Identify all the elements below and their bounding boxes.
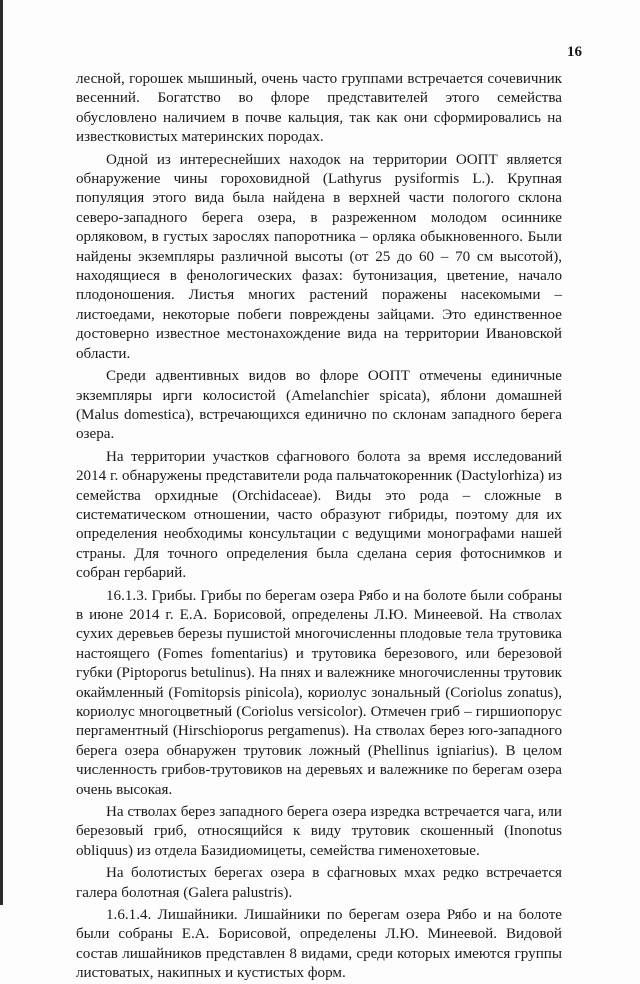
paragraph-lathyrus-find: Одной из интереснейших находок на территории ООПТ является обнаружение чины гороховидной (Lathyrus pysiformis L.). Крупная популяция этого вида была найдена в верхней части пологого склона северо-западного берега озера, в разреженном молодом осиннике орляковом, в густых зарослях папоротника – орляка обыкновенного. Были найдены экземпляры различной высоты (от 25 до 60 – 70 см высотой), находящиеся в фенологических фазах: бутонизация, цветение, начало плодоношения. Листья многих растений поражены насекомыми – листоедами, некоторые побеги повреждены зайцами. Это единственное достоверно известное местонахождение вида на территории Ивановской области. [76, 151, 562, 362]
paragraph-fungi: 16.1.3. Грибы. Грибы по берегам озера Рябо и на болоте были собраны в июне 2014 г. Е.А. Борисовой, определены Л.Ю. Минеевой. На стволах сухих деревьев березы пушистой многочисленны плодовые тела трутовика настоящего (Fomes fomentarius) и трутовика березового, или березовой губки (Piptoporus betulinus). На пнях и валежнике многочисленны трутовик окаймленный (Fomitopsis pinicola), кориолус зональный (Coriolus zonatus), кориолус многоцветный (Coriolus versicolor). Отмечен гриб – гиршиопорус пергаментный (Hirschioporus pergamenus). На стволах берез юго-западного берега озера обнаружен трутовик ложный (Phellinus igniarius). В целом численность грибов-трутовиков на деревьях и валежнике по берегам озера очень высокая. [76, 587, 562, 798]
paragraph-galera: На болотистых берегах озера в сфагновых мхах редко встречается галера болотная (Galera palustris). [76, 865, 562, 901]
paragraph-legumes-continued: лесной, горошек мышиный, очень часто группами встречается сочевичник весенний. Богатство во флоре представителей этого семейства обусловлено наличием в почве кальция, так как они сформировались на известковистых материнских породах. [76, 71, 562, 146]
page-number: 16 [567, 44, 582, 60]
paragraph-chaga: На стволах берез западного берега озера изредка встречается чага, или березовый гриб, относящийся к виду трутовик скошенный (Inonotus obliquus) из отдела Базидиомицеты, семейства гименохетовые. [76, 804, 562, 859]
scan-page-edge [0, 0, 3, 905]
paragraph-lichens: 1.6.1.4. Лишайники. Лишайники по берегам озера Рябо и на болоте были собраны Е.А. Борисовой, определены Л.Ю. Минеевой. Видовой состав лишайников представлен 8 видами, среди которых имеются группы листоватых, накипных и кустистых форм. [76, 907, 562, 982]
document-body [76, 70, 562, 984]
paragraph-orchids: На территории участков сфагнового болота за время исследований 2014 г. обнаружены представители рода пальчатокоренник (Dactylorhiza) из семейства орхидные (Orchidaceae). Виды это рода – сложные в систематическом отношении, часто образуют гибриды, поэтому для их определения необходимы консультации с ведущими монографами нашей страны. Для точного определения была сделана серия фотоснимков и собран гербарий. [76, 448, 562, 582]
paragraph-adventive-species: Среди адвентивных видов во флоре ООПТ отмечены единичные экземпляры ирги колосистой (Amelanchier spicata), яблони домашней (Malus domestica), встречающихся единично по склонам западного берега озера. [76, 368, 562, 443]
